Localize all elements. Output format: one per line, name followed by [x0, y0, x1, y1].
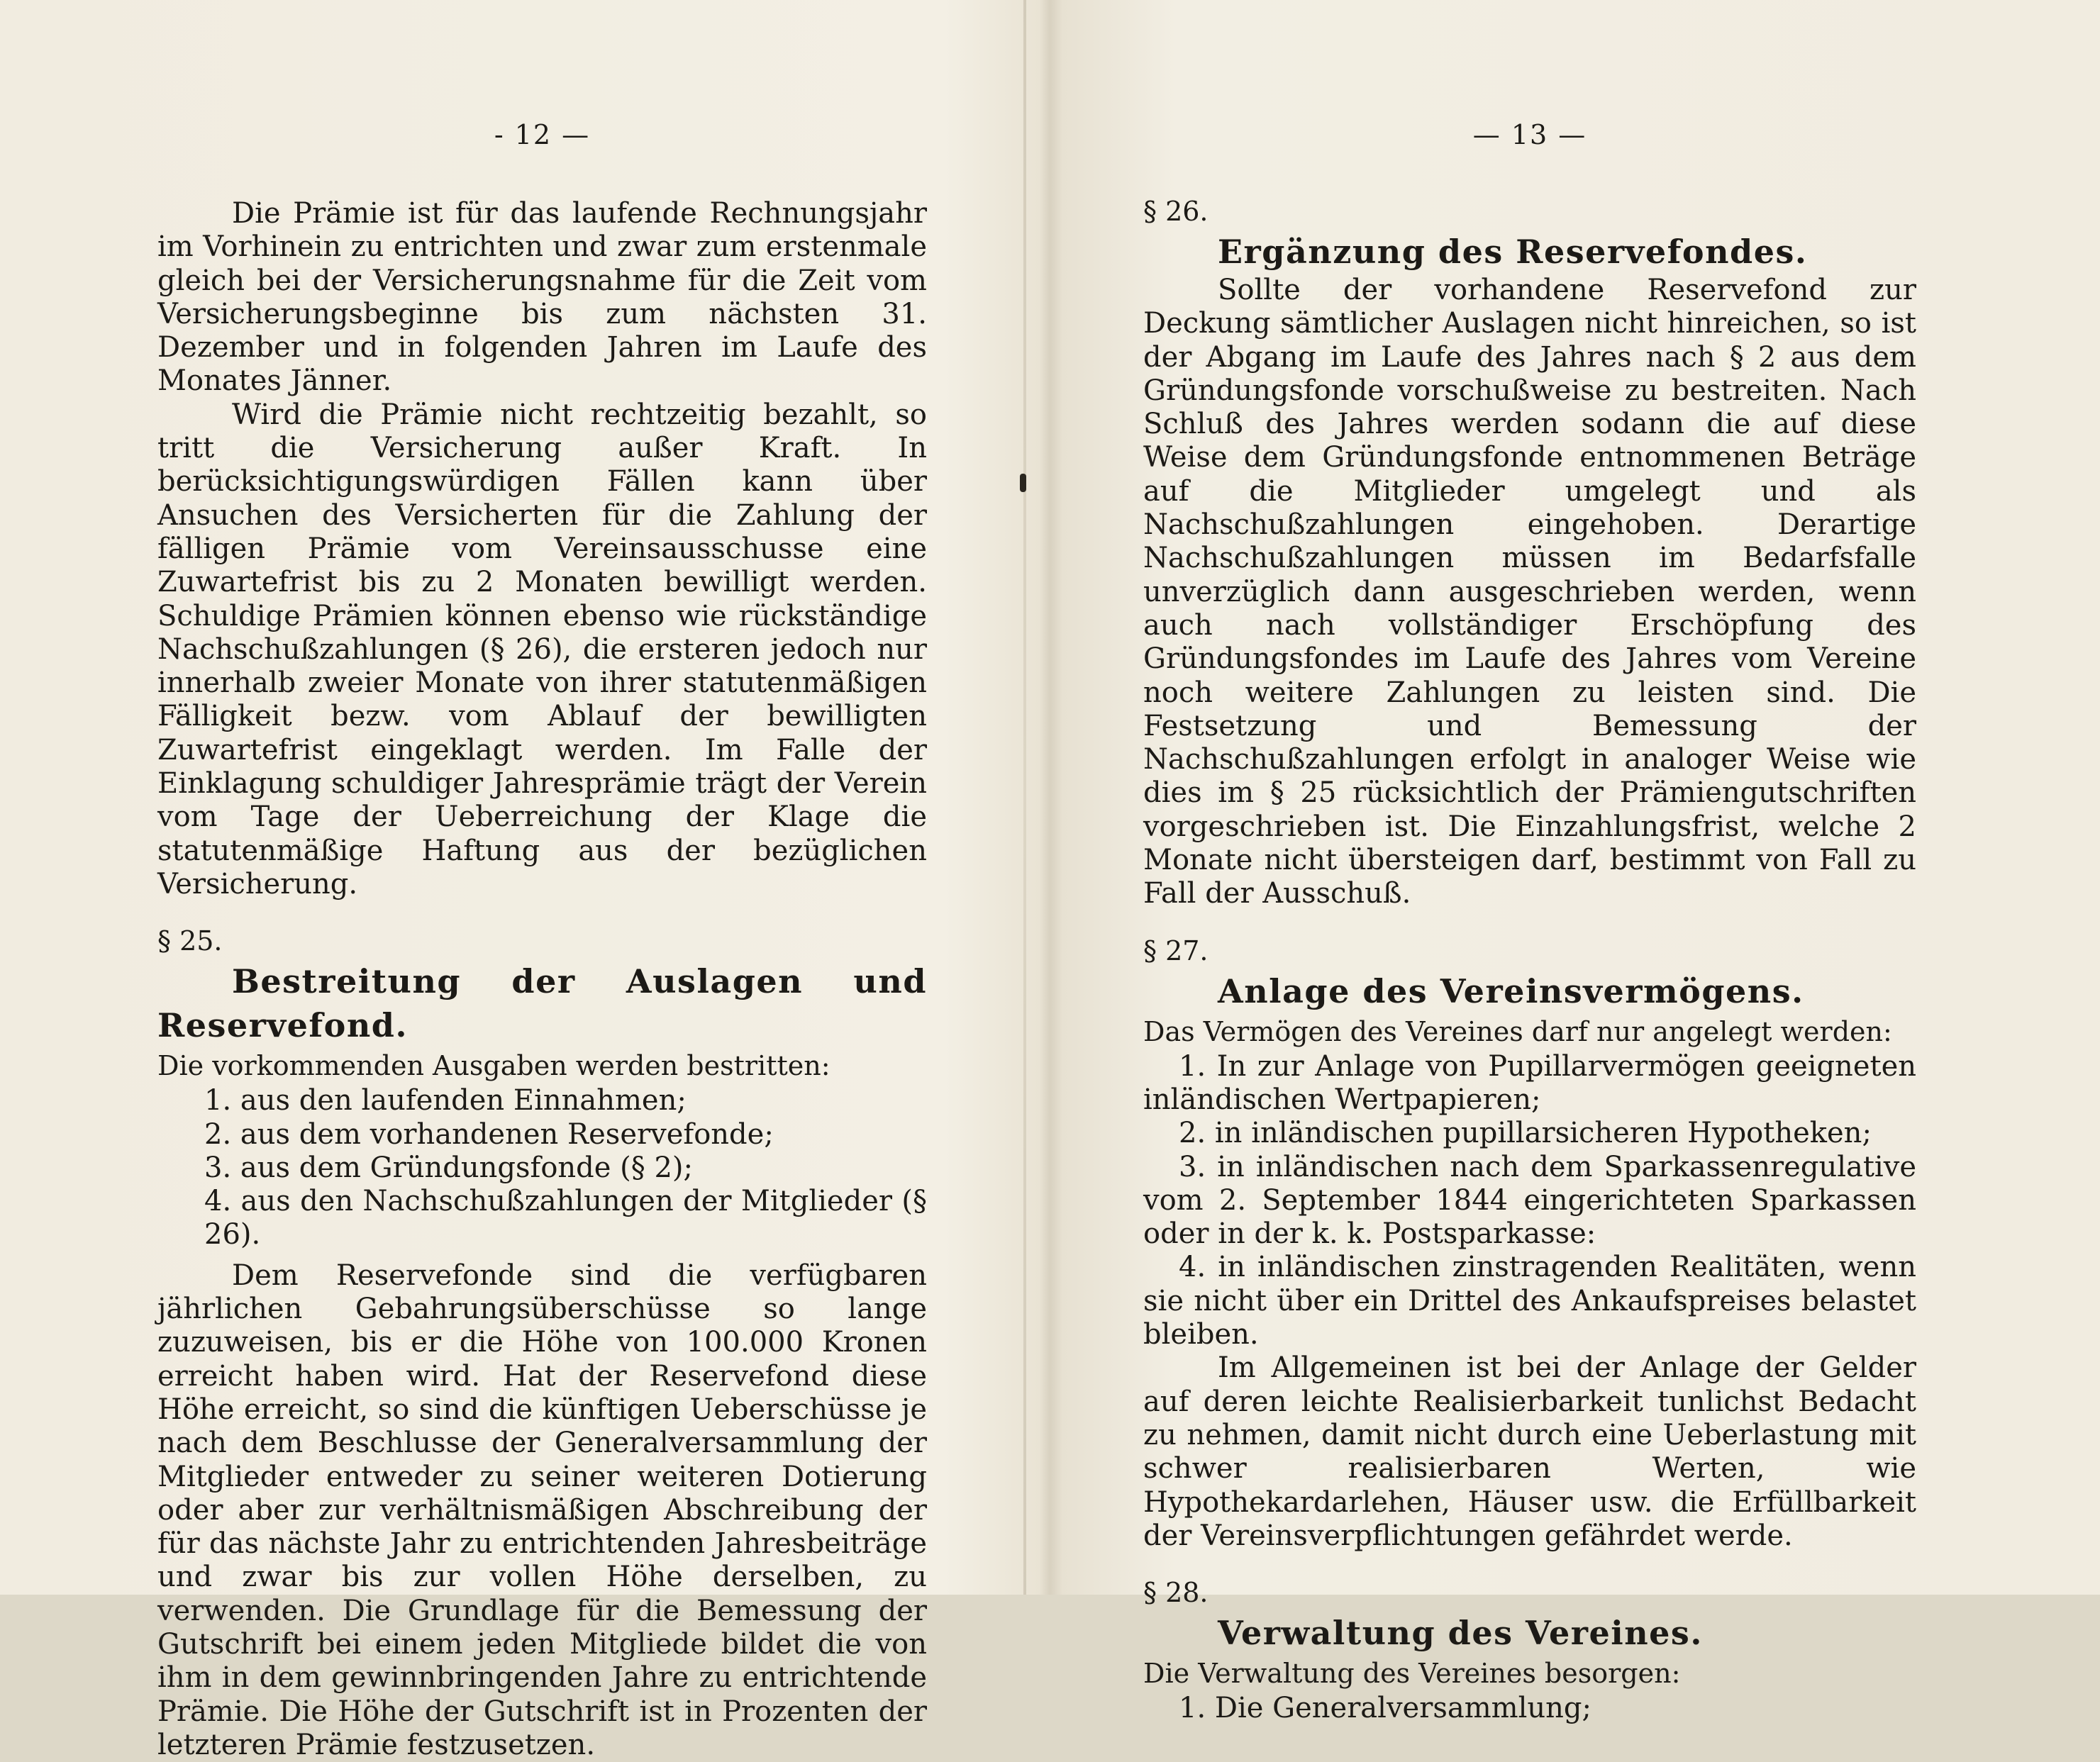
page-13 [1143, 0, 1916, 1725]
list-item: 2. in inländischen pupillarsicheren Hypotheken; [1179, 1117, 1872, 1150]
item-list [157, 1084, 927, 1251]
page-text [157, 197, 927, 1762]
paragraph: Sollte der vorhandene Reservefond zur Deckung sämtlicher Auslagen nicht hinreichen, so ist der Abgang im Laufe des Jahres nach § 2 aus dem Gründungsfonde vorschußweise zu bestreiten. Nach Schluß des Jahres werden sodann die auf diese Weise dem Gründungsfonde entnommenen Beträge auf die Mitglieder umgelegt und als Nachschußzahlungen eingehoben. Derartige Nachschußzahlungen müssen im Bedarfsfalle unverzüglich dann ausgeschrieben werden, wenn auch nach vollständiger Erschöpfung des Gründungsfondes im Laufe des Jahres vom Vereine noch weitere Zahlungen zu leisten sind. Die Festsetzung und Bemessung der Nachschußzahlungen erfolgt in analoger Weise wie dies im § 25 rücksichtlich der Prämiengutschriften vorgeschrieben ist. Die Einzahlungsfrist, welche 2 Monate nicht übersteigen darf, bestimmt von Fall zu Fall der Ausschuß. [1143, 274, 1916, 910]
section-heading: Anlage des Vereinsvermögens. [1218, 971, 1804, 1010]
list-item: 4. aus den Nachschußzahlungen der Mitglieder (§ 26). [204, 1185, 927, 1251]
paragraph: Dem Reservefonde sind die verfügbaren jährlichen Gebahrungsüberschüsse so lange zuzuweisen, bis er die Höhe von 100.000 Kronen erreicht haben wird. Hat der Reservefond diese Höhe erreicht, so sind die künftigen Ueberschüsse je nach dem Beschlusse der Generalversammlung der Mitglieder entweder zu seiner weiteren Dotierung oder aber zur verhältnismäßigen Abschreibung der für das nächste Jahr zu entrichtenden Jahresbeiträge und zwar bis zur vollen Höhe derselben, zu verwenden. Die Grundlage für die Bemessung der Gutschrift bei einem jeden Mitgliede bildet die von ihm in dem gewinnbringenden Jahre zu entrichtende Prämie. Die Höhe der Gutschrift ist in Prozenten der letzteren Prämie festzusetzen. [157, 1259, 927, 1761]
list-item: 4. in inländischen zinstragenden Realitäten, wenn sie nicht über ein Drittel des Ankaufspreises belastet bleiben. [1143, 1251, 1916, 1351]
page-number: - 12 — [494, 119, 591, 150]
list-item: 1. aus den laufenden Einnahmen; [204, 1084, 687, 1117]
list-item: 3. aus dem Gründungsfonde (§ 2); [204, 1151, 694, 1184]
section-number: § 26. [1143, 196, 1209, 227]
item-list [1143, 1050, 1916, 1352]
list-item: 1. Die Generalversammlung; [1179, 1692, 1591, 1725]
page-number: — 13 — [1472, 119, 1587, 150]
paragraph: Wird die Prämie nicht rechtzeitig bezahlt, so tritt die Versicherung außer Kraft. In berücksichtigungswürdigen Fällen kann über Ansuchen des Versicherten für die Zahlung der fälligen Prämie vom Vereinsausschusse eine Zuwartefrist bis zu 2 Monaten bewilligt werden. Schuldige Prämien können ebenso wie rückständige Nachschußzahlungen (§ 26), die ersteren jedoch nur innerhalb zweier Monate von ihrer statutenmäßigen Fälligkeit bezw. vom Ablauf der bewilligten Zuwartefrist eingeklagt werden. Im Falle der Einklagung schuldiger Jahresprämie trägt der Verein vom Tage der Ueberreichung der Klage die statutenmäßige Haftung aus der bezüglichen Versicherung. [157, 398, 927, 900]
page-12 [157, 0, 927, 1761]
binding-mark [1020, 474, 1026, 492]
section-heading: Ergänzung des Reservefondes. [1218, 233, 1808, 271]
section-heading: Verwaltung des Vereines. [1218, 1614, 1703, 1653]
section-heading: Bestreitung der Auslagen und Reservefond. [157, 962, 927, 1045]
page-text [1143, 193, 1916, 1725]
section-intro: Die Verwaltung des Vereines besorgen: [1143, 1658, 1681, 1690]
section-number: § 28. [1143, 1577, 1209, 1609]
paragraph: Die Prämie ist für das laufende Rechnungsjahr im Vorhinein zu entrichten und zwar zum erstenmale gleich bei der Versicherungsnahme für die Zeit vom Versicherungsbeginne bis zum nächsten 31. Dezember und in folgenden Jahren im Laufe des Monates Jänner. [157, 197, 927, 398]
section-intro: Das Vermögen des Vereines darf nur angelegt werden: [1143, 1015, 1892, 1047]
paragraph: Im Allgemeinen ist bei der Anlage der Gelder auf deren leichte Realisierbarkeit tunlichst Bedacht zu nehmen, damit nicht durch eine Ueberlastung mit schwer realisierbaren Werten, wie Hypothekardarlehen, Häuser usw. die Erfüllbarkeit der Vereinsverpflichtungen gefährdet werde. [1143, 1351, 1916, 1552]
list-item: 1. In zur Anlage von Pupillarvermögen geeigneten inländischen Wertpapieren; [1143, 1049, 1916, 1116]
section-number: § 27. [1143, 935, 1209, 966]
list-item: 3. in inländischen nach dem Sparkassenregulative vom 2. September 1844 eingerichteten Sparkassen oder in der k. k. Postsparkasse: [1143, 1150, 1916, 1251]
book-gutter [1023, 0, 1026, 1595]
section-intro: Die vorkommenden Ausgaben werden bestritten: [157, 1050, 830, 1082]
list-item: 2. aus dem vorhandenen Reservefonde; [204, 1117, 774, 1151]
section-number: § 25. [157, 925, 223, 957]
